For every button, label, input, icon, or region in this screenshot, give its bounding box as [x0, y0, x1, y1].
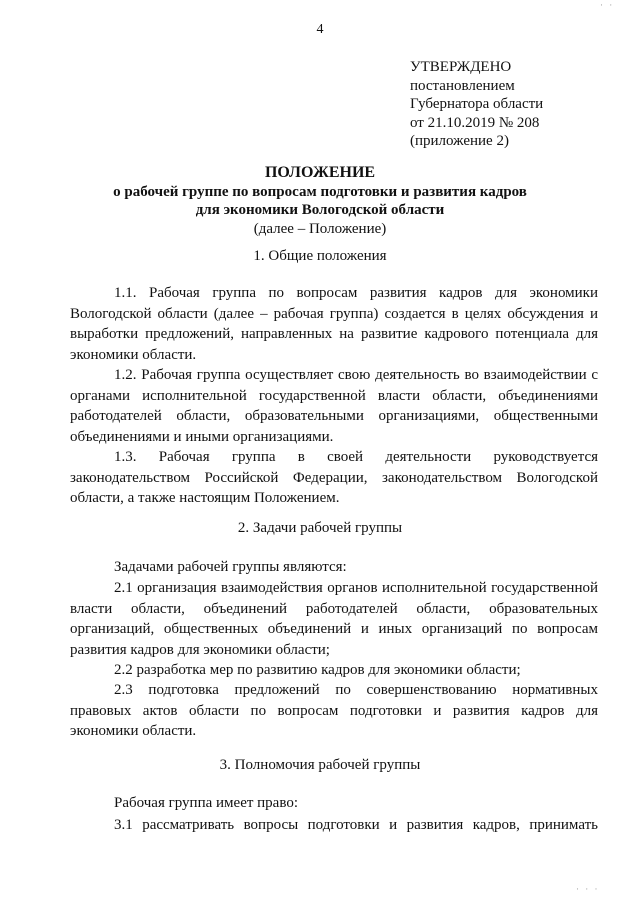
text-line: выработки предложений, направленных на развитие кадрового потенциала для	[70, 326, 598, 343]
text-line: 2.2 разработка мер по развитию кадров для экономики области;	[114, 662, 521, 678]
text-line: экономики области.	[70, 723, 197, 740]
text-line: 2.3 подготовка предложений по совершенствованию нормативных	[114, 682, 598, 698]
paragraph-1-1	[70, 283, 598, 365]
section-2-intro	[70, 557, 598, 578]
paragraph-1-3	[70, 447, 598, 509]
text-line: органами исполнительной государственной власти области, объединениями	[70, 387, 598, 404]
approval-line-4: от 21.10.2019 № 208	[410, 114, 540, 131]
approval-line-5: (приложение 2)	[410, 133, 509, 149]
text-line: Задачами рабочей группы являются:	[114, 559, 347, 575]
text-line: области, а также настоящим Положением.	[70, 490, 340, 507]
approval-line-3: Губернатора области	[410, 96, 544, 112]
approval-stamp	[410, 58, 543, 151]
text-line: организаций, общественных объединений и иных организаций по вопросам	[70, 621, 598, 638]
paragraph-2-2	[70, 660, 598, 681]
text-line: 1.2. Рабочая группа осуществляет свою деятельность во взаимодействии с	[114, 367, 598, 383]
document-title	[0, 162, 640, 239]
scan-speck-top: · ·	[600, 0, 615, 10]
section-3-heading: 3. Полномочия рабочей группы	[219, 757, 421, 773]
text-line: власти области, объединений работодателей области, образовательных	[70, 600, 598, 617]
text-line: развития кадров для экономики области;	[70, 641, 330, 658]
title-main: ПОЛОЖЕНИЕ	[264, 164, 376, 181]
title-sub-1: о рабочей группе по вопросам подготовки и развития кадров	[113, 184, 527, 200]
paragraph-2-3	[70, 680, 598, 742]
text-line: 1.1. Рабочая группа по вопросам развития кадров для экономики	[114, 285, 598, 301]
text-line: объединениями и иными организациями.	[70, 428, 334, 445]
text-line: экономики области.	[70, 346, 197, 363]
approval-line-1: УТВЕРЖДЕНО	[410, 59, 512, 75]
text-line: 2.1 организация взаимодействия органов исполнительной государственной	[114, 580, 598, 596]
paragraph-2-1	[70, 578, 598, 660]
section-3-intro	[70, 793, 598, 814]
title-sub-2: для экономики Вологодской области	[195, 202, 445, 218]
title-note: (далее – Положение)	[253, 221, 387, 237]
approval-line-2: постановлением	[410, 77, 515, 94]
scan-speck-bottom: · · ·	[576, 884, 600, 894]
text-line: законодательством Российской Федерации, законодательством Вологодской	[70, 469, 598, 486]
text-line: 1.3. Рабочая группа в своей деятельности руководствуется	[114, 449, 598, 465]
text-line: 3.1 рассматривать вопросы подготовки и развития кадров, принимать	[114, 817, 598, 833]
page-number: 4	[316, 22, 324, 37]
text-line: Вологодской области (далее – рабочая группа) создается в целях обсуждения и	[70, 305, 598, 322]
paragraph-1-2	[70, 365, 598, 447]
section-1-heading: 1. Общие положения	[253, 248, 387, 264]
text-line: Рабочая группа имеет право:	[114, 795, 298, 811]
text-line: правовых актов области по вопросам подготовки и развития кадров для	[70, 702, 598, 719]
paragraph-3-1	[70, 815, 598, 836]
text-line: работодателей области, образовательными организациями, общественными	[70, 408, 598, 425]
section-2-heading: 2. Задачи рабочей группы	[237, 520, 403, 536]
